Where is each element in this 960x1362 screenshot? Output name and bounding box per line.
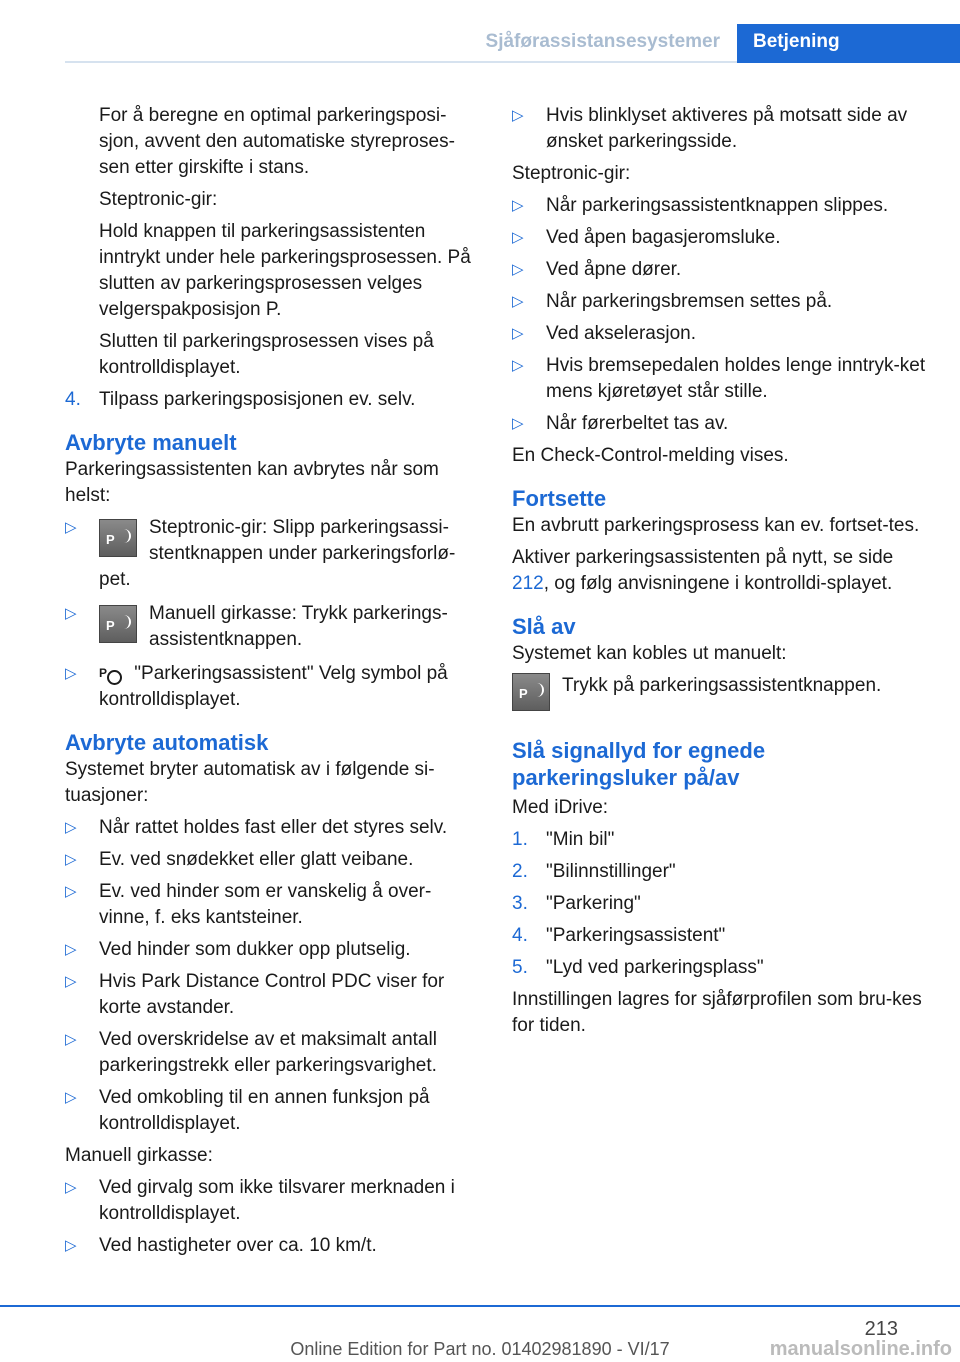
list-item-text: Når førerbeltet tas av. [546, 413, 729, 434]
paragraph: Slutten til parkeringsprosessen vises på kontrolldisplayet. [99, 331, 434, 378]
step-text: "Parkering" [546, 893, 641, 914]
paragraph: Parkeringsassistenten kan avbrytes når som helst: [65, 459, 439, 506]
step-item [512, 955, 930, 981]
list-item [65, 1085, 477, 1137]
list-item [512, 257, 930, 283]
list-item [65, 515, 477, 593]
list-item [65, 937, 477, 963]
step-text: Tilpass parkeringsposisjonen ev. selv. [99, 389, 416, 410]
triangle-right-icon: ▷ [65, 605, 77, 622]
list-item-text: Ev. ved hinder som er vanskelig å over-vinne, f. eks kantsteiner. [99, 881, 432, 928]
text: , og følg anvisningene i kontrolldi-splayet. [543, 573, 893, 594]
footer-rule [0, 1305, 960, 1307]
step-text: "Parkeringsassistent" [546, 925, 726, 946]
triangle-right-icon: ▷ [65, 883, 77, 900]
list-item-text: Ved åpne dører. [546, 259, 682, 280]
list-item [65, 879, 477, 931]
list-item-text: Ev. ved snødekket eller glatt veibane. [99, 849, 414, 870]
list-item-text: Ved hinder som dukker opp plutselig. [99, 939, 411, 960]
heading-signal: Slå signallyd for egnede parkeringsluker på/av [512, 738, 766, 790]
triangle-right-icon: ▷ [512, 229, 524, 246]
paragraph: En Check-Control-melding vises. [512, 445, 789, 466]
step-number: 4. [512, 925, 528, 946]
page-number: 213 [864, 1318, 898, 1340]
list-item-text: Når parkeringsassistentknappen slippes. [546, 195, 889, 216]
list-item [65, 815, 477, 841]
step-number: 4. [65, 389, 81, 410]
parking-assist-button-icon: P [99, 605, 137, 643]
list-item-text: Ved omkobling til en annen funksjon på kontrolldisplayet. [99, 1087, 430, 1134]
heading-continue: Fortsette [512, 486, 607, 511]
list-item [512, 103, 930, 155]
list-item-text: Når parkeringsbremsen settes på. [546, 291, 833, 312]
triangle-right-icon: ▷ [65, 665, 77, 682]
step-number: 2. [512, 861, 528, 882]
paragraph: Med iDrive: [512, 797, 609, 818]
header-section: Sjåførassistansesystemer [485, 31, 720, 52]
paragraph: Steptronic-gir: [99, 189, 218, 210]
list-item-text: Hvis bremsepedalen holdes lenge inntryk-ket mens kjøretøyet står stille. [546, 355, 926, 402]
triangle-right-icon: ▷ [512, 261, 524, 278]
list-item [512, 321, 930, 347]
list-item-text: Manuell girkasse: Trykk parkerings-assistentknappen. [149, 603, 448, 650]
triangle-right-icon: ▷ [512, 107, 524, 124]
list-item-text: "Parkeringsassistent" Velg symbol på kontrolldisplayet. [99, 663, 448, 710]
paragraph: Steptronic-gir: [512, 163, 631, 184]
list-item [65, 1233, 477, 1259]
list-item-text: Hvis blinklyset aktiveres på motsatt side av ønsket parkeringsside. [546, 105, 908, 152]
heading-manual: Avbryte manuelt [65, 430, 237, 455]
heading-auto: Avbryte automatisk [65, 730, 269, 755]
triangle-right-icon: ▷ [65, 1089, 77, 1106]
watermark: manualsonline.info [769, 1338, 952, 1360]
list-item [65, 1175, 477, 1227]
parking-assist-button-icon: P [512, 673, 550, 711]
step-text: "Bilinnstillinger" [546, 861, 676, 882]
header-tab: Betjening [737, 24, 960, 63]
parking-assist-button-icon: P [99, 519, 137, 557]
list-item [65, 661, 477, 713]
triangle-right-icon: ▷ [65, 1237, 77, 1254]
list-item [512, 225, 930, 251]
edition-note: Online Edition for Part no. 01402981890 - VI/17 [290, 1339, 670, 1359]
left-column [65, 103, 477, 1265]
instruction-text: Trykk på parkeringsassistentknappen. [562, 675, 882, 696]
step-number: 1. [512, 829, 528, 850]
triangle-right-icon: ▷ [65, 1031, 77, 1048]
text: Aktiver parkeringsassistenten på nytt, se side [512, 547, 894, 568]
triangle-right-icon: ▷ [512, 357, 524, 374]
paragraph: En avbrutt parkeringsprosess kan ev. fortset-tes. [512, 515, 920, 536]
triangle-right-icon: ▷ [65, 819, 77, 836]
list-item-text: Når rattet holdes fast eller det styres selv. [99, 817, 448, 838]
triangle-right-icon: ▷ [512, 325, 524, 342]
step-item [512, 827, 930, 853]
list-item [512, 411, 930, 437]
step-number: 5. [512, 957, 528, 978]
heading-off: Slå av [512, 614, 576, 639]
right-column [512, 103, 930, 1045]
paragraph: For å beregne en optimal parkeringsposi-sjon, avvent den automatiske styreproses-sen etter girskifte i stans. [99, 105, 455, 178]
list-item-text: Ved overskridelse av et maksimalt antall parkeringstrekk eller parkeringsvarighet. [99, 1029, 437, 1076]
triangle-right-icon: ▷ [65, 851, 77, 868]
triangle-right-icon: ▷ [512, 415, 524, 432]
step-text: "Min bil" [546, 829, 615, 850]
paragraph: Innstillingen lagres for sjåførprofilen som bru-kes for tiden. [512, 989, 922, 1036]
list-item-text: Ved åpen bagasjeromsluke. [546, 227, 781, 248]
paragraph [512, 545, 930, 597]
step-item [512, 891, 930, 917]
list-item [65, 847, 477, 873]
triangle-right-icon: ▷ [65, 941, 77, 958]
paragraph: Manuell girkasse: [65, 1145, 213, 1166]
triangle-right-icon: ▷ [512, 197, 524, 214]
list-item [65, 1027, 477, 1079]
step-text: "Lyd ved parkeringsplass" [546, 957, 764, 978]
step-number: 3. [512, 893, 528, 914]
list-item-text: Steptronic-gir: Slipp parkeringsassi-stentknappen under parkeringsforlø-pet. [99, 517, 456, 590]
list-item-text: Hvis Park Distance Control PDC viser for korte avstander. [99, 971, 445, 1018]
triangle-right-icon: ▷ [65, 519, 77, 536]
list-item-text: Ved girvalg som ikke tilsvarer merknaden i kontrolldisplayet. [99, 1177, 455, 1224]
list-item [512, 353, 930, 405]
paragraph: Systemet kan kobles ut manuelt: [512, 643, 787, 664]
page-link[interactable]: 212 [512, 573, 544, 594]
list-item-text: Ved akselerasjon. [546, 323, 696, 344]
step-item [65, 387, 477, 413]
step-item [512, 859, 930, 885]
paragraph: Systemet bryter automatisk av i følgende si-tuasjoner: [65, 759, 435, 806]
triangle-right-icon: ▷ [65, 1179, 77, 1196]
button-instruction [512, 673, 930, 719]
parking-symbol-icon: P [99, 664, 123, 684]
triangle-right-icon: ▷ [512, 293, 524, 310]
paragraph: Hold knappen til parkeringsassistenten inntrykt under hele parkeringsprosessen. På slutten av parkeringsprosessen velges velgerspakposisjon P. [99, 221, 471, 320]
list-item [65, 601, 477, 653]
list-item [65, 969, 477, 1021]
list-item [512, 193, 930, 219]
step-item [512, 923, 930, 949]
list-item [512, 289, 930, 315]
triangle-right-icon: ▷ [65, 973, 77, 990]
list-item-text: Ved hastigheter over ca. 10 km/t. [99, 1235, 377, 1256]
